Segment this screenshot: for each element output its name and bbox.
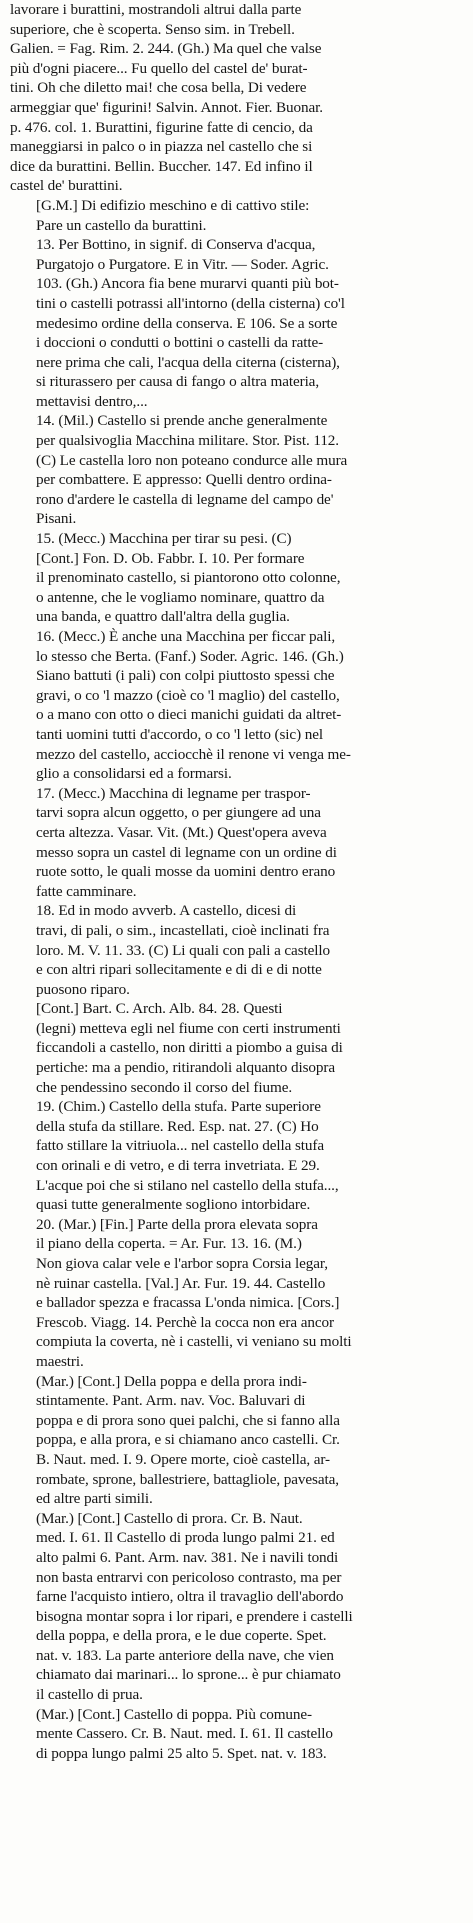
text-line: per combattere. E appresso: Quelli dentro ordina-	[36, 471, 332, 489]
text-line: maneggiarsi in palco o in piazza nel castello che si	[10, 138, 313, 156]
entry-paragraph	[10, 529, 463, 549]
text-line: tini. Oh che diletto mai! che cosa bella, Di vedere	[10, 79, 307, 97]
entry-paragraph	[10, 1705, 463, 1764]
text-line: mettavisi dentro,...	[36, 392, 148, 410]
entry-paragraph	[10, 196, 463, 235]
text-line: Siano battuti (i pali) con colpi piuttosto spessi che	[36, 667, 335, 685]
entry-paragraph	[10, 999, 463, 1097]
text-line: 13. Per Bottino, in signif. di Conserva d'acqua,	[36, 236, 316, 254]
entry-paragraph	[10, 1097, 463, 1215]
entry-paragraph	[10, 1372, 463, 1509]
entry-paragraph	[10, 1215, 463, 1372]
text-line: rono d'ardere le castella di legname del campo de'	[36, 490, 334, 508]
text-line: Frescob. Viagg. 14. Perchè la cocca non era ancor	[36, 1313, 334, 1331]
text-line: [Cont.] Fon. D. Ob. Fabbr. I. 10. Per formare	[36, 549, 305, 567]
text-line: nat. v. 183. La parte anteriore della nave, che vien	[36, 1646, 334, 1664]
text-line: (Mar.) [Cont.] Castello di prora. Cr. B. Naut.	[36, 1509, 303, 1527]
text-line: (C) Le castella loro non poteano condurce alle mura	[36, 451, 348, 469]
entry-paragraph	[10, 411, 463, 529]
text-line: della stufa da stillare. Red. Esp. nat. 27. (C) Ho	[36, 1117, 319, 1135]
text-line: 20. (Mar.) [Fin.] Parte della prora elevata sopra	[36, 1215, 318, 1233]
text-line: lavorare i burattini, mostrandoli altrui dalla parte	[10, 1, 302, 18]
text-line: tarvi sopra alcun oggetto, o per giungere ad una	[36, 804, 321, 822]
entry-paragraph	[10, 901, 463, 999]
text-line: 16. (Mecc.) È anche una Macchina per ficcar pali,	[36, 628, 336, 645]
text-line: loro. M. V. 11. 33. (C) Li quali con pali a castello	[36, 941, 331, 959]
text-line: 17. (Mecc.) Macchina di legname per traspor-	[36, 784, 311, 802]
text-line: pertiche: ma a pendio, ritirandoli alquanto disopra	[36, 1059, 335, 1077]
text-line: ed altre parti simili.	[36, 1490, 153, 1508]
text-line: dice da burattini. Bellin. Buccher. 147. Ed infino il	[10, 157, 313, 175]
entry-paragraph	[10, 627, 463, 784]
text-line: con orinali e di vetro, e di terra invetriata. E 29.	[36, 1157, 320, 1175]
text-line: armeggiar que' figurini! Salvin. Annot. Fier. Buonar.	[10, 98, 323, 116]
text-line: p. 476. col. 1. Burattini, figurine fatte di cencio, da	[10, 118, 313, 136]
text-line: poppa e di prora sono quei palchi, che si fanno alla	[36, 1411, 340, 1429]
text-column	[10, 0, 463, 1763]
text-line: certa altezza. Vasar. Vit. (Mt.) Quest'opera aveva	[36, 823, 327, 841]
text-line: 103. (Gh.) Ancora fia bene murarvi quanti più bot-	[36, 275, 339, 293]
text-line: Galien. = Fag. Rim. 2. 244. (Gh.) Ma quel che valse	[10, 40, 322, 58]
text-line: (legni) metteva egli nel fiume con certi instrumenti	[36, 1019, 341, 1037]
text-line: castel de' burattini.	[10, 177, 123, 195]
text-line: 18. Ed in modo avverb. A castello, dicesi di	[36, 902, 297, 920]
text-line: tanti uomini tutti d'accordo, o co 'l letto (sic) nel	[36, 725, 323, 743]
text-line: ficcandoli a castello, non diritti a piombo a guisa di	[36, 1039, 343, 1057]
text-line: B. Naut. med. I. 9. Opere morte, cioè castella, ar-	[36, 1450, 331, 1468]
text-line: tini o castelli potrassi all'intorno (della cisterna) co'l	[36, 294, 345, 312]
text-line: il prenominato castello, si piantorono otto colonne,	[36, 569, 341, 587]
text-line: compiuta la coverta, nè i castelli, vi veniano su molti	[36, 1333, 352, 1351]
text-line: glio a consolidarsi ed a formarsi.	[36, 765, 232, 783]
entry-paragraph	[10, 1509, 463, 1705]
entry-paragraph	[10, 0, 463, 196]
text-line: [G.M.] Di edifizio meschino e di cattivo stile:	[36, 196, 310, 214]
text-line: fatte camminare.	[36, 882, 137, 900]
text-line: farne l'acquisto intiero, oltra il travaglio dell'abordo	[36, 1588, 344, 1606]
text-line: Pisani.	[36, 510, 77, 528]
text-line: med. I. 61. Il Castello di proda lungo palmi 21. ed	[36, 1529, 335, 1547]
text-line: [Cont.] Bart. C. Arch. Alb. 84. 28. Questi	[36, 1000, 283, 1018]
text-line: mente Cassero. Cr. B. Naut. med. I. 61. Il castello	[36, 1725, 333, 1743]
text-line: rombate, sprone, ballestriere, battagliole, pavesata,	[36, 1470, 339, 1488]
text-line: nè ruinar castella. [Val.] Ar. Fur. 19. 44. Castello	[36, 1274, 326, 1292]
text-line: il piano della coperta. = Ar. Fur. 13. 16. (M.)	[36, 1235, 302, 1253]
text-line: medesimo ordine della conserva. E 106. Se a sorte	[36, 314, 338, 332]
text-line: messo sopra un castel di legname con un ordine di	[36, 843, 337, 861]
text-line: 14. (Mil.) Castello si prende anche generalmente	[36, 412, 328, 430]
text-line: o antenne, che le vogliamo nominare, quattro da	[36, 588, 325, 606]
text-line: non basta entrarvi con pericoloso contrasto, ma per	[36, 1568, 342, 1586]
text-line: 15. (Mecc.) Macchina per tirar su pesi. (C)	[36, 530, 292, 548]
text-line: poppa, e alla prora, e si chiamano anco castelli. Cr.	[36, 1431, 340, 1449]
text-line: nere prima che cali, l'acqua della citerna (cisterna),	[36, 353, 340, 371]
text-line: 19. (Chim.) Castello della stufa. Parte superiore	[36, 1098, 321, 1116]
entry-paragraph	[10, 549, 463, 627]
text-line: più d'ogni piacere... Fu quello del castel de' burat-	[10, 59, 308, 77]
text-line: bisogna montar sopra i lor ripari, e prendere i castelli	[36, 1607, 353, 1625]
text-line: ruote sotto, le quali mosse da uomini dentro erano	[36, 863, 336, 881]
text-line: il castello di prua.	[36, 1686, 143, 1704]
text-line: e ballador spezza e fracassa L'onda nimica. [Cors.]	[36, 1294, 340, 1312]
text-line: gravi, o co 'l mazzo (cioè co 'l maglio) del castello,	[36, 686, 340, 704]
text-line: puosono riparo.	[36, 980, 130, 998]
text-line: e con altri ripari sollecitamente e di di e di notte	[36, 961, 322, 979]
text-line: Purgatojo o Purgatore. E in Vitr. — Soder. Agric.	[36, 255, 329, 273]
text-line: maestri.	[36, 1352, 84, 1370]
text-line: lo stesso che Berta. (Fanf.) Soder. Agric. 146. (Gh.)	[36, 647, 344, 665]
text-line: L'acque poi che si stilano nel castello della stufa...,	[36, 1176, 339, 1194]
text-line: (Mar.) [Cont.] Castello di poppa. Più comune-	[36, 1705, 313, 1723]
text-line: della poppa, e della prora, e le due coperte. Spet.	[36, 1627, 327, 1645]
text-line: (Mar.) [Cont.] Della poppa e della prora indi-	[36, 1372, 307, 1390]
text-line: i doccioni o condutti o bottini o castelli da ratte-	[36, 334, 324, 352]
text-line: di poppa lungo palmi 25 alto 5. Spet. nat. v. 183.	[36, 1744, 327, 1762]
entry-paragraph	[10, 784, 463, 902]
text-line: che pendessino secondo il corso del fiume.	[36, 1078, 293, 1096]
entry-paragraph	[10, 235, 463, 411]
text-line: alto palmi 6. Pant. Arm. nav. 381. Ne i navili tondi	[36, 1548, 339, 1566]
text-line: Pare un castello da burattini.	[36, 216, 207, 234]
text-line: per qualsivoglia Macchina militare. Stor. Pist. 112.	[36, 432, 339, 450]
text-line: una banda, e quattro dall'altra della guglia.	[36, 608, 290, 626]
text-line: si riturassero per causa di fango o altra materia,	[36, 373, 320, 391]
text-line: quasi tutte generalmente sogliono intorbidare.	[36, 1196, 311, 1214]
text-line: Non giova calar vele e l'arbor sopra Corsia legar,	[36, 1255, 328, 1272]
text-line: o a mano con otto o dieci manichi guidati da altret-	[36, 706, 342, 724]
text-line: stintamente. Pant. Arm. nav. Voc. Baluvari di	[36, 1392, 306, 1410]
text-line: superiore, che è scoperta. Senso sim. in Trebell.	[10, 20, 295, 38]
text-line: chiamato dai marinari... lo sprone... è pur chiamato	[36, 1666, 341, 1684]
text-line: fatto stillare la vitriuola... nel castello della stufa	[36, 1137, 325, 1155]
text-line: mezzo del castello, acciocchè il renone vi venga me-	[36, 745, 351, 763]
text-line: travi, di pali, o sim., incastellati, cioè inclinati fra	[36, 921, 330, 939]
